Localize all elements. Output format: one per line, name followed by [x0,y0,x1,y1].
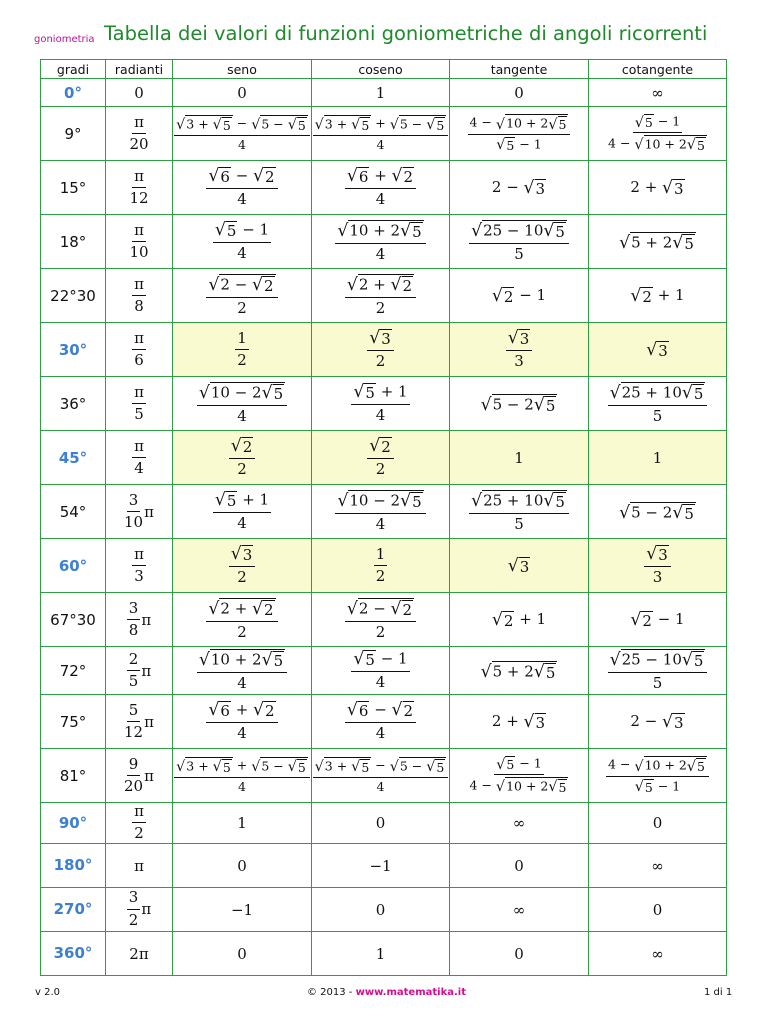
cell-gradi: 18° [41,215,106,269]
cell-tangente: √ 25 − 10 √ 5 5 [450,215,589,269]
table-row [41,931,727,975]
cell-tangente: 2 + √ 3 [450,695,589,749]
cell-seno: 0 [173,79,312,107]
site-link[interactable]: www.matematika.it [355,987,466,998]
cell-coseno: √ 6 − √ 2 4 [312,695,450,749]
cell-gradi: 54° [41,485,106,539]
table-header-row [41,60,727,79]
cell-radianti: $\frac{\pi}{6}$ [106,323,173,377]
cell-coseno: 0 [312,803,450,844]
cell-gradi: 81° [41,749,106,803]
footer-page-number: 1 di 1 [704,987,733,998]
cell-coseno: √ 3 + √ 5 + √ 5 − √ 5 4 [312,107,450,161]
cell-radianti: $\frac{\pi}{3}$ [106,539,173,593]
cell-cotangente: √ 25 + 10 √ 5 5 [589,377,727,431]
cell-tangente: 4 − √ 10 + 2 √ 5 √ 5 − 1 [450,107,589,161]
cell-cotangente: √ 25 − 10 √ 5 5 [589,647,727,695]
cell-seno: √ 2 2 [173,431,312,485]
footer-copyright [307,987,466,998]
cell-radianti: 2π [106,931,173,975]
cell-radianti: $\frac{\pi}{10}$ [106,215,173,269]
table-row [41,79,727,107]
cell-tangente: ∞ [450,887,589,931]
table-row [41,215,727,269]
cell-gradi: 15° [41,161,106,215]
cell-cotangente: √ 3 3 [589,539,727,593]
cell-radianti: $\frac{\pi}{12}$ [106,161,173,215]
cell-coseno: √ 6 + √ 2 4 [312,161,450,215]
cell-tangente: √ 5 − 2 √ 5 [450,377,589,431]
cell-coseno: √ 2 2 [312,431,450,485]
cell-coseno: √ 2 + √ 2 2 [312,269,450,323]
cell-cotangente: 1 [589,431,727,485]
table-row [41,323,727,377]
cell-gradi: 22°30 [41,269,106,323]
cell-coseno: 0 [312,887,450,931]
cell-gradi: 9° [41,107,106,161]
table-row [41,269,727,323]
cell-cotangente: 2 + √ 3 [589,161,727,215]
cell-cotangente: 4 − √ 10 + 2 √ 5 √ 5 − 1 [589,749,727,803]
cell-gradi: 0° [41,79,106,107]
cell-cotangente: √ 2 + 1 [589,269,727,323]
cell-gradi: 180° [41,843,106,887]
column-header-coseno: coseno [312,60,450,79]
cell-gradi: 90° [41,803,106,844]
cell-gradi: 360° [41,931,106,975]
cell-radianti: 0 [106,79,173,107]
table-row [41,431,727,485]
table-row [41,485,727,539]
cell-tangente: √ 25 + 10 √ 5 5 [450,485,589,539]
cell-radianti: $\frac{3}{10}$ π [106,485,173,539]
cell-gradi: 36° [41,377,106,431]
cell-seno: √ 2 + √ 2 2 [173,593,312,647]
table-row [41,647,727,695]
cell-coseno: −1 [312,843,450,887]
table-row [41,377,727,431]
cell-cotangente: √ 5 − 2 √ 5 [589,485,727,539]
cell-tangente: √ 5 − 1 4 − √ 10 + 2 √ 5 [450,749,589,803]
column-header-gradi: gradi [41,60,106,79]
cell-seno: √ 3 2 [173,539,312,593]
cell-radianti: $\frac{3}{8}$ π [106,593,173,647]
cell-radianti: $\frac{5}{12}$ π [106,695,173,749]
cell-tangente: √ 3 3 [450,323,589,377]
cell-gradi: 72° [41,647,106,695]
cell-coseno: $\frac{1}{2}$ [312,539,450,593]
cell-cotangente: 0 [589,803,727,844]
cell-tangente: √ 2 + 1 [450,593,589,647]
footer-version: v 2.0 [35,987,60,998]
cell-cotangente: √ 5 − 1 4 − √ 10 + 2 √ 5 [589,107,727,161]
trig-values-table [40,59,727,976]
cell-cotangente: √ 5 + 2 √ 5 [589,215,727,269]
cell-cotangente: ∞ [589,843,727,887]
cell-seno: √ 5 − 1 4 [173,215,312,269]
cell-coseno: √ 10 + 2 √ 5 4 [312,215,450,269]
cell-tangente: 1 [450,431,589,485]
cell-tangente: ∞ [450,803,589,844]
cell-tangente: 0 [450,931,589,975]
column-header-tangente: tangente [450,60,589,79]
column-header-radianti: radianti [106,60,173,79]
cell-cotangente: ∞ [589,79,727,107]
cell-gradi: 45° [41,431,106,485]
column-header-seno: seno [173,60,312,79]
table-row [41,887,727,931]
cell-seno: √ 10 − 2 √ 5 4 [173,377,312,431]
cell-cotangente: ∞ [589,931,727,975]
cell-radianti: $\frac{\pi}{20}$ [106,107,173,161]
table-row [41,161,727,215]
cell-coseno: √ 10 − 2 √ 5 4 [312,485,450,539]
category-label: goniometria [34,34,95,45]
cell-tangente: √ 2 − 1 [450,269,589,323]
table-row [41,593,727,647]
cell-radianti: $\frac{\pi}{8}$ [106,269,173,323]
cell-gradi: 75° [41,695,106,749]
cell-tangente: 2 − √ 3 [450,161,589,215]
column-header-cotangente: cotangente [589,60,727,79]
cell-gradi: 67°30 [41,593,106,647]
cell-cotangente: √ 2 − 1 [589,593,727,647]
table-row [41,107,727,161]
cell-cotangente: 0 [589,887,727,931]
cell-seno: 1 [173,803,312,844]
cell-radianti: $\frac{2}{5}$ π [106,647,173,695]
cell-tangente: √ 3 [450,539,589,593]
cell-radianti: $\frac{\pi}{5}$ [106,377,173,431]
cell-seno: √ 5 + 1 4 [173,485,312,539]
cell-cotangente: √ 3 [589,323,727,377]
cell-coseno: 1 [312,931,450,975]
cell-radianti: $\frac{9}{20}$ π [106,749,173,803]
table-row [41,539,727,593]
cell-coseno: √ 3 + √ 5 − √ 5 − √ 5 4 [312,749,450,803]
table-row [41,749,727,803]
cell-radianti: $\frac{3}{2}$ π [106,887,173,931]
cell-coseno: √ 3 2 [312,323,450,377]
cell-seno: 0 [173,843,312,887]
table-row [41,803,727,844]
cell-seno: √ 2 − √ 2 2 [173,269,312,323]
table-body [41,79,727,976]
cell-coseno: 1 [312,79,450,107]
page-title: Tabella dei valori di funzioni goniometriche di angoli ricorrenti [104,22,708,45]
cell-seno: √ 6 + √ 2 4 [173,695,312,749]
cell-seno: √ 3 + √ 5 − √ 5 − √ 5 4 [173,107,312,161]
cell-radianti: $\frac{\pi}{4}$ [106,431,173,485]
cell-seno: 0 [173,931,312,975]
cell-coseno: √ 5 + 1 4 [312,377,450,431]
copyright-text: © 2013 - [307,987,356,998]
table-row [41,843,727,887]
cell-radianti: $\frac{\pi}{2}$ [106,803,173,844]
cell-tangente: √ 5 + 2 √ 5 [450,647,589,695]
table-row [41,695,727,749]
cell-coseno: √ 5 − 1 4 [312,647,450,695]
cell-seno: √ 3 + √ 5 + √ 5 − √ 5 4 [173,749,312,803]
cell-gradi: 270° [41,887,106,931]
cell-tangente: 0 [450,843,589,887]
cell-seno: √ 10 + 2 √ 5 4 [173,647,312,695]
cell-radianti: π [106,843,173,887]
cell-tangente: 0 [450,79,589,107]
page-header [0,22,768,52]
cell-cotangente: 2 − √ 3 [589,695,727,749]
cell-gradi: 60° [41,539,106,593]
cell-coseno: √ 2 − √ 2 2 [312,593,450,647]
cell-seno: √ 6 − √ 2 4 [173,161,312,215]
cell-seno: $\frac{1}{2}$ [173,323,312,377]
cell-gradi: 30° [41,323,106,377]
cell-seno: −1 [173,887,312,931]
